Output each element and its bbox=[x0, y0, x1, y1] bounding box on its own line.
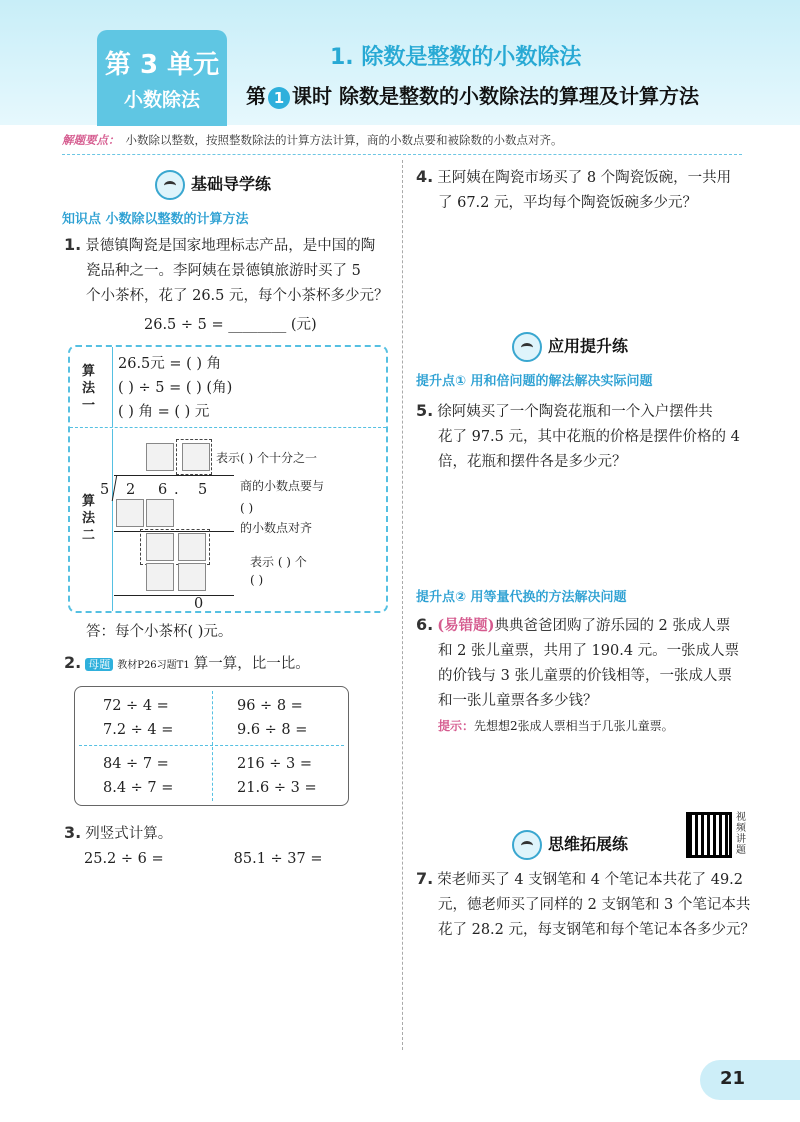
q6-line: 典典爸爸团购了游乐园的 2 张成人票 bbox=[494, 618, 731, 634]
method1-label: 算法一 bbox=[82, 364, 96, 413]
q7-number: 7. bbox=[416, 869, 434, 888]
section-extend-title: 思维拓展练 bbox=[548, 834, 629, 854]
q3-expr: 25.2 ÷ 6 = bbox=[84, 851, 164, 867]
unit-badge bbox=[97, 30, 227, 126]
calc-cell: 216 ÷ 3 = bbox=[237, 756, 313, 772]
q6-line: 和一张儿童票各多少钱？ bbox=[438, 693, 598, 709]
unit-line: 第 3 单元 bbox=[104, 50, 220, 80]
decimal-point: . bbox=[174, 482, 179, 498]
q5-line: 花了 97.5 元，其中花瓶的价格是摆件价格的 4 bbox=[438, 429, 740, 445]
question-7 bbox=[416, 866, 761, 943]
q2-ref: 教材P26习题T1 bbox=[117, 660, 190, 671]
hint-label: 提示： bbox=[438, 719, 475, 733]
calc-cell: 8.4 ÷ 7 = bbox=[103, 780, 174, 796]
note-point-b: ( ) bbox=[240, 501, 254, 515]
q7-line: 荣老师买了 4 支钢笔和 4 个笔记本共花了 49.2 bbox=[437, 872, 743, 888]
q2-number: 2. bbox=[64, 653, 82, 672]
section-apply-title: 应用提升练 bbox=[548, 336, 629, 356]
tip-bar bbox=[62, 132, 742, 155]
q1-line: 景德镇陶瓷是国家地理标志产品，是中国的陶 bbox=[85, 238, 376, 254]
blank-box bbox=[178, 533, 206, 561]
method-separator bbox=[70, 427, 386, 428]
question-2 bbox=[64, 650, 310, 678]
q3-text: 列竖式计算。 bbox=[85, 826, 173, 842]
q7-line: 花了 28.2 元，每支钢笔和每个笔记本各多少元？ bbox=[438, 922, 756, 938]
question-3 bbox=[64, 820, 323, 872]
method2-label: 算法二 bbox=[82, 494, 96, 543]
q3-expr: 85.1 ÷ 37 = bbox=[233, 851, 323, 867]
knowledge-text: 小数除以整数的计算方法 bbox=[105, 212, 249, 227]
section-title: 1. 除数是整数的小数除法 bbox=[330, 45, 582, 70]
qr-label: 视频讲题 bbox=[736, 812, 746, 856]
question-4 bbox=[416, 164, 756, 216]
q6-line: 的价钱与 3 张儿童票的价钱相等，一张成人票 bbox=[438, 668, 732, 684]
q4-line: 了 67.2 元，平均每个陶瓷饭碗多少元？ bbox=[438, 195, 698, 211]
method-col-line bbox=[112, 429, 113, 611]
method-box bbox=[68, 345, 388, 613]
q6-number: 6. bbox=[416, 615, 434, 634]
calc-cell: 96 ÷ 8 = bbox=[237, 698, 303, 714]
note-tenth-a: 表示 ( ) 个 bbox=[250, 555, 307, 569]
question-5 bbox=[416, 398, 761, 475]
tip-label: 解题要点： bbox=[62, 133, 120, 147]
lesson-number: 1 bbox=[268, 87, 290, 109]
q5-line: 倍，花瓶和摆件各是多少元？ bbox=[438, 454, 627, 470]
method1-row: ( ) ÷ 5 = ( ) (角) bbox=[118, 380, 233, 396]
note-tenth-b: ( ) bbox=[250, 573, 264, 587]
mascot-icon bbox=[512, 830, 542, 860]
remainder: 0 bbox=[194, 596, 204, 612]
q3-number: 3. bbox=[64, 823, 82, 842]
method1-row: ( ) 角 = ( ) 元 bbox=[118, 404, 210, 420]
point-2-text: 用等量代换的方法解决问题 bbox=[470, 590, 627, 605]
q6-line: 和 2 张儿童票，共用了 190.4 元。一张成人票 bbox=[438, 643, 740, 659]
dividend-digit: 2 bbox=[126, 482, 136, 498]
q6-tag: (易错题) bbox=[437, 617, 495, 634]
lesson-rest: 课时 除数是整数的小数除法的算理及计算方法 bbox=[292, 84, 699, 108]
mascot-icon bbox=[155, 170, 185, 200]
dividend-digit: 6 bbox=[158, 482, 168, 498]
calc-box bbox=[74, 686, 349, 806]
answer-line: 答：每个小茶杯( )元。 bbox=[86, 624, 233, 640]
point-1-text: 用和倍问题的解法解决实际问题 bbox=[470, 374, 653, 389]
calc-hline bbox=[79, 745, 344, 746]
calc-cell: 21.6 ÷ 3 = bbox=[237, 780, 317, 796]
divisor: 5 bbox=[100, 482, 110, 498]
calc-cell: 84 ÷ 7 = bbox=[103, 756, 169, 772]
section-apply bbox=[512, 332, 628, 362]
q1-number: 1. bbox=[64, 235, 82, 254]
q1-line: 瓷品种之一。李阿姨在景德镇旅游时买了 5 bbox=[86, 263, 361, 279]
note-point-a: 商的小数点要与 bbox=[240, 479, 325, 493]
division-line bbox=[114, 595, 234, 596]
division-bar bbox=[114, 475, 234, 476]
note-point-c: 的小数点对齐 bbox=[240, 521, 313, 535]
blank-box bbox=[146, 443, 174, 471]
knowledge-label: 知识点 bbox=[62, 212, 102, 227]
question-6 bbox=[416, 612, 761, 739]
hint-text: 先想想2张成人票相当于几张儿童票。 bbox=[474, 719, 674, 733]
page-number: 21 bbox=[700, 1060, 800, 1100]
point-1-label: 提升点① bbox=[416, 374, 467, 389]
blank-box bbox=[146, 563, 174, 591]
method-col-line bbox=[112, 347, 113, 427]
knowledge-point bbox=[62, 208, 249, 227]
q4-line: 王阿姨在陶瓷市场买了 8 个陶瓷饭碗，一共用 bbox=[437, 170, 732, 186]
point-1 bbox=[416, 370, 653, 389]
q1-equation: 26.5 ÷ 5 = ________ (元) bbox=[144, 317, 317, 333]
column-divider bbox=[402, 160, 403, 1050]
q1-line: 个小茶杯，花了 26.5 元，每个小茶杯多少元？ bbox=[86, 288, 389, 304]
blank-box bbox=[178, 563, 206, 591]
q2-text: 算一算，比一比。 bbox=[193, 656, 310, 672]
lesson-title bbox=[246, 80, 699, 109]
note-ten: 表示( ) 个十分之一 bbox=[216, 451, 317, 465]
section-basic-title: 基础导学练 bbox=[191, 174, 272, 194]
tip-text: 小数除以整数，按照整数除法的计算方法计算，商的小数点要和被除数的小数点对齐。 bbox=[125, 133, 563, 147]
calc-vline bbox=[212, 691, 213, 801]
q4-number: 4. bbox=[416, 167, 434, 186]
q5-line: 徐阿姨买了一个陶瓷花瓶和一个入户摆件共 bbox=[437, 404, 713, 420]
question-1 bbox=[64, 232, 394, 338]
blank-box bbox=[182, 443, 210, 471]
blank-box bbox=[146, 533, 174, 561]
lesson-prefix: 第 bbox=[246, 84, 266, 108]
section-basic bbox=[155, 170, 271, 200]
point-2 bbox=[416, 586, 627, 605]
unit-subject: 小数除法 bbox=[123, 89, 200, 111]
method1-row: 26.5元 = ( ) 角 bbox=[118, 356, 222, 372]
blank-box bbox=[116, 499, 144, 527]
q7-line: 元，德老师买了同样的 2 支钢笔和 3 个笔记本共 bbox=[438, 897, 751, 913]
mascot-icon bbox=[512, 332, 542, 362]
calc-cell: 7.2 ÷ 4 = bbox=[103, 722, 174, 738]
point-2-label: 提升点② bbox=[416, 590, 467, 605]
section-extend bbox=[512, 830, 628, 860]
calc-cell: 72 ÷ 4 = bbox=[103, 698, 169, 714]
dividend-digit: 5 bbox=[198, 482, 208, 498]
q5-number: 5. bbox=[416, 401, 434, 420]
qr-code-icon[interactable] bbox=[686, 812, 732, 858]
blank-box bbox=[146, 499, 174, 527]
calc-cell: 9.6 ÷ 8 = bbox=[237, 722, 308, 738]
q2-tag: 母题 bbox=[85, 658, 113, 671]
